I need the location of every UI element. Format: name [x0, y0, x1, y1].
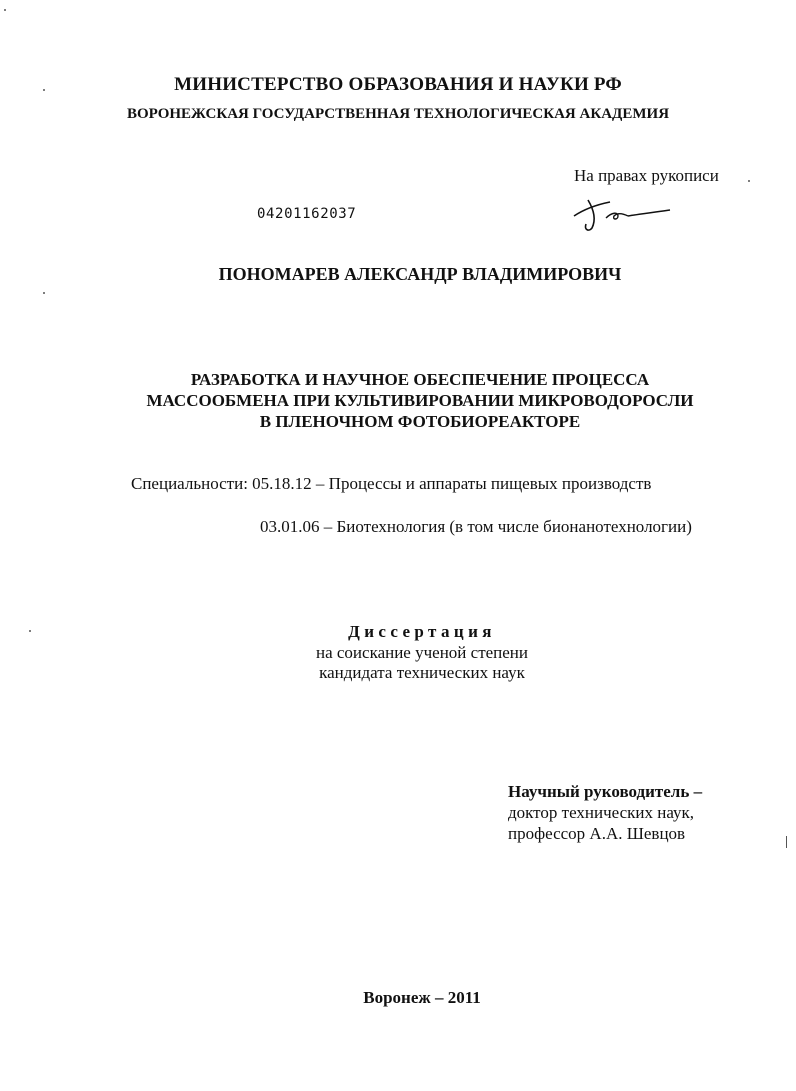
archive-number: 04201162037 [257, 206, 357, 222]
supervisor-name: профессор А.А. Шевцов [508, 824, 686, 843]
scan-speck [4, 9, 6, 11]
title-line: РАЗРАБОТКА И НАУЧНОЕ ОБЕСПЕЧЕНИЕ ПРОЦЕССА [190, 370, 650, 389]
degree-line-1: на соискание ученой степени [315, 643, 529, 662]
academy-header: ВОРОНЕЖСКАЯ ГОСУДАРСТВЕННАЯ ТЕХНОЛОГИЧЕСКАЯ АКАДЕМИЯ [126, 106, 670, 122]
scan-speck [748, 180, 750, 182]
supervisor-heading: Научный руководитель – [508, 782, 703, 801]
supervisor-degree: доктор технических наук, [508, 803, 695, 822]
title-line: МАССООБМЕНА ПРИ КУЛЬТИВИРОВАНИИ МИКРОВОДОРОСЛИ [146, 391, 694, 410]
degree-line-2: кандидата технических наук [319, 663, 525, 682]
city-year: Воронеж – 2011 [363, 988, 481, 1007]
dissertation-heading: Диссертация [348, 622, 496, 641]
scan-speck [786, 836, 787, 848]
scan-speck [43, 292, 45, 294]
ministry-header: МИНИСТЕРСТВО ОБРАЗОВАНИЯ И НАУКИ РФ [174, 74, 622, 95]
dissertation-title [90, 369, 750, 432]
supervisor-block [508, 781, 702, 844]
specialty-second: 03.01.06 – Биотехнология (в том числе бионанотехнологии) [260, 517, 692, 536]
specialty-first: Специальности: 05.18.12 – Процессы и аппараты пищевых производств [131, 474, 652, 493]
scan-speck [43, 89, 45, 91]
handwritten-signature [566, 188, 676, 234]
title-line: В ПЛЕНОЧНОМ ФОТОБИОРЕАКТОРЕ [259, 412, 581, 431]
rights-note: На правах рукописи [574, 166, 719, 185]
scan-speck [29, 630, 31, 632]
author-name: ПОНОМАРЕВ АЛЕКСАНДР ВЛАДИМИРОВИЧ [218, 264, 622, 284]
